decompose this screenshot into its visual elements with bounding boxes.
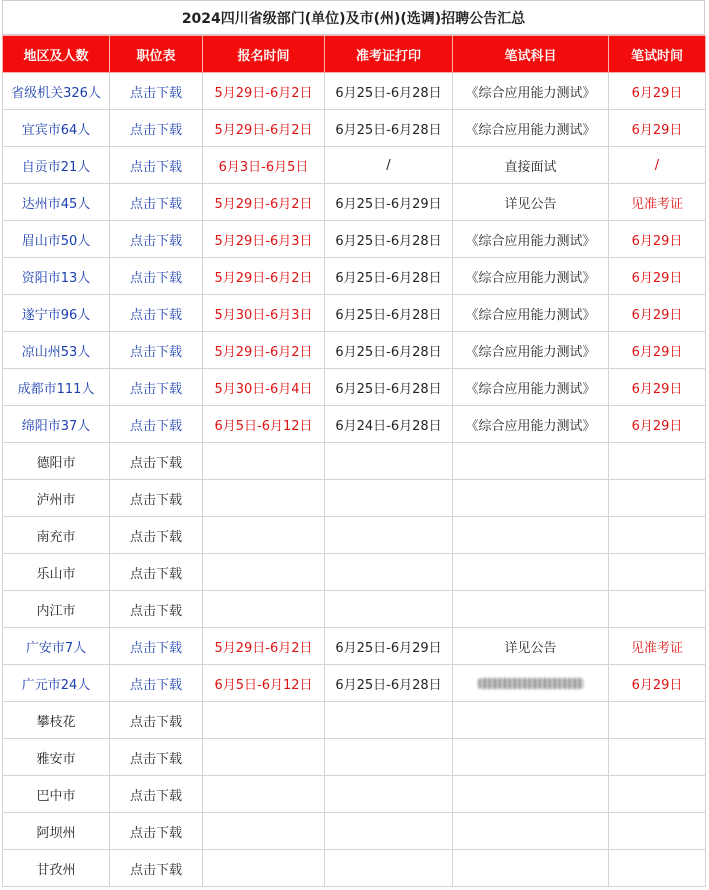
exam-time-cell — [609, 850, 706, 887]
signup-time-cell — [203, 850, 325, 887]
header-region: 地区及人数 — [3, 36, 110, 73]
download-link[interactable]: 点击下载 — [110, 406, 203, 443]
exam-subject-cell — [453, 443, 609, 480]
table-row — [3, 591, 706, 628]
signup-time-cell: 5月30日-6月4日 — [203, 369, 325, 406]
exam-subject-cell — [453, 850, 609, 887]
exam-time-cell — [609, 480, 706, 517]
admission-print-cell — [325, 443, 453, 480]
signup-time-cell: 6月5日-6月12日 — [203, 665, 325, 702]
exam-time-cell — [609, 554, 706, 591]
table-row — [3, 480, 706, 517]
header-exam-time: 笔试时间 — [609, 36, 706, 73]
region-cell[interactable]: 广元市24人 — [3, 665, 110, 702]
exam-subject-cell: 《综合应用能力测试》 — [453, 295, 609, 332]
region-cell[interactable]: 广安市7人 — [3, 628, 110, 665]
region-cell[interactable]: 自贡市21人 — [3, 147, 110, 184]
admission-print-cell — [325, 813, 453, 850]
exam-subject-cell — [453, 739, 609, 776]
table-row — [3, 110, 706, 147]
download-link[interactable]: 点击下载 — [110, 184, 203, 221]
signup-time-cell: 5月29日-6月2日 — [203, 332, 325, 369]
download-link[interactable]: 点击下载 — [110, 480, 203, 517]
exam-time-cell — [609, 813, 706, 850]
region-cell: 阿坝州 — [3, 813, 110, 850]
exam-time-cell: / — [609, 147, 706, 184]
download-link[interactable]: 点击下载 — [110, 295, 203, 332]
exam-time-cell: 6月29日 — [609, 221, 706, 258]
download-link[interactable]: 点击下载 — [110, 665, 203, 702]
admission-print-cell: 6月25日-6月28日 — [325, 258, 453, 295]
exam-subject-cell — [453, 517, 609, 554]
table-row — [3, 184, 706, 221]
exam-subject-cell — [453, 702, 609, 739]
region-cell: 乐山市 — [3, 554, 110, 591]
signup-time-cell: 5月29日-6月2日 — [203, 73, 325, 110]
signup-time-cell — [203, 443, 325, 480]
table-row — [3, 73, 706, 110]
exam-time-cell — [609, 443, 706, 480]
table-row — [3, 443, 706, 480]
region-cell: 甘孜州 — [3, 850, 110, 887]
table-row — [3, 776, 706, 813]
signup-time-cell: 5月29日-6月2日 — [203, 184, 325, 221]
region-cell[interactable]: 眉山市50人 — [3, 221, 110, 258]
admission-print-cell — [325, 739, 453, 776]
exam-subject-cell — [453, 776, 609, 813]
table-row — [3, 147, 706, 184]
signup-time-cell: 5月29日-6月3日 — [203, 221, 325, 258]
exam-time-cell: 6月29日 — [609, 332, 706, 369]
exam-time-cell — [609, 739, 706, 776]
download-link[interactable]: 点击下载 — [110, 369, 203, 406]
admission-print-cell — [325, 850, 453, 887]
download-link[interactable]: 点击下载 — [110, 147, 203, 184]
table-row — [3, 517, 706, 554]
exam-subject-cell: 《综合应用能力测试》 — [453, 221, 609, 258]
admission-print-cell — [325, 776, 453, 813]
signup-time-cell: 5月29日-6月2日 — [203, 628, 325, 665]
header-position-list: 职位表 — [110, 36, 203, 73]
region-cell[interactable]: 遂宁市96人 — [3, 295, 110, 332]
region-cell: 德阳市 — [3, 443, 110, 480]
exam-time-cell — [609, 776, 706, 813]
blurred-subject-text — [478, 678, 584, 689]
region-cell[interactable]: 宜宾市64人 — [3, 110, 110, 147]
download-link[interactable]: 点击下载 — [110, 110, 203, 147]
admission-print-cell — [325, 591, 453, 628]
exam-time-cell: 6月29日 — [609, 73, 706, 110]
table-row — [3, 554, 706, 591]
region-cell[interactable]: 达州市45人 — [3, 184, 110, 221]
exam-subject-cell: 详见公告 — [453, 184, 609, 221]
download-link[interactable]: 点击下载 — [110, 702, 203, 739]
exam-time-cell: 见准考证 — [609, 628, 706, 665]
admission-print-cell: 6月25日-6月28日 — [325, 332, 453, 369]
exam-time-cell — [609, 591, 706, 628]
table-row — [3, 295, 706, 332]
table-header-row — [3, 36, 706, 73]
region-cell[interactable]: 凉山州53人 — [3, 332, 110, 369]
region-cell: 巴中市 — [3, 776, 110, 813]
exam-time-cell: 见准考证 — [609, 184, 706, 221]
signup-time-cell: 5月30日-6月3日 — [203, 295, 325, 332]
table-row — [3, 221, 706, 258]
download-link[interactable]: 点击下载 — [110, 776, 203, 813]
download-link[interactable]: 点击下载 — [110, 628, 203, 665]
table-row — [3, 628, 706, 665]
download-link[interactable]: 点击下载 — [110, 258, 203, 295]
exam-subject-cell — [453, 554, 609, 591]
table-row — [3, 665, 706, 702]
signup-time-cell — [203, 739, 325, 776]
signup-time-cell — [203, 591, 325, 628]
region-cell[interactable]: 省级机关326人 — [3, 73, 110, 110]
admission-print-cell — [325, 517, 453, 554]
exam-time-cell — [609, 702, 706, 739]
exam-time-cell: 6月29日 — [609, 665, 706, 702]
admission-print-cell: 6月24日-6月28日 — [325, 406, 453, 443]
download-link[interactable]: 点击下载 — [110, 739, 203, 776]
signup-time-cell: 6月5日-6月12日 — [203, 406, 325, 443]
region-cell: 泸州市 — [3, 480, 110, 517]
admission-print-cell: 6月25日-6月28日 — [325, 73, 453, 110]
exam-subject-cell — [453, 665, 609, 702]
admission-print-cell — [325, 702, 453, 739]
admission-print-cell — [325, 480, 453, 517]
table-row — [3, 702, 706, 739]
exam-subject-cell: 《综合应用能力测试》 — [453, 73, 609, 110]
table-row — [3, 332, 706, 369]
table-row — [3, 850, 706, 887]
recruitment-table — [2, 35, 706, 887]
exam-time-cell: 6月29日 — [609, 295, 706, 332]
region-cell[interactable]: 成都市111人 — [3, 369, 110, 406]
exam-subject-cell: 《综合应用能力测试》 — [453, 332, 609, 369]
exam-time-cell: 6月29日 — [609, 258, 706, 295]
signup-time-cell: 5月29日-6月2日 — [203, 110, 325, 147]
signup-time-cell: 5月29日-6月2日 — [203, 258, 325, 295]
table-row — [3, 739, 706, 776]
exam-time-cell: 6月29日 — [609, 406, 706, 443]
admission-print-cell: 6月25日-6月29日 — [325, 628, 453, 665]
table-row — [3, 406, 706, 443]
table-row — [3, 369, 706, 406]
exam-subject-cell — [453, 813, 609, 850]
region-cell: 雅安市 — [3, 739, 110, 776]
admission-print-cell: 6月25日-6月28日 — [325, 110, 453, 147]
download-link[interactable]: 点击下载 — [110, 221, 203, 258]
exam-subject-cell — [453, 591, 609, 628]
header-admission-print: 准考证打印 — [325, 36, 453, 73]
admission-print-cell: 6月25日-6月28日 — [325, 221, 453, 258]
exam-subject-cell: 《综合应用能力测试》 — [453, 369, 609, 406]
table-row — [3, 813, 706, 850]
signup-time-cell — [203, 517, 325, 554]
signup-time-cell — [203, 702, 325, 739]
signup-time-cell — [203, 776, 325, 813]
page-title: 2024四川省级部门(单位)及市(州)(选调)招聘公告汇总 — [2, 0, 705, 35]
exam-subject-cell: 详见公告 — [453, 628, 609, 665]
download-link[interactable]: 点击下载 — [110, 813, 203, 850]
exam-time-cell: 6月29日 — [609, 369, 706, 406]
signup-time-cell: 6月3日-6月5日 — [203, 147, 325, 184]
exam-subject-cell: 直接面试 — [453, 147, 609, 184]
download-link[interactable]: 点击下载 — [110, 73, 203, 110]
region-cell: 南充市 — [3, 517, 110, 554]
exam-time-cell: 6月29日 — [609, 110, 706, 147]
download-link[interactable]: 点击下载 — [110, 554, 203, 591]
region-cell[interactable]: 资阳市13人 — [3, 258, 110, 295]
header-signup-time: 报名时间 — [203, 36, 325, 73]
exam-time-cell — [609, 517, 706, 554]
admission-print-cell — [325, 554, 453, 591]
download-link[interactable]: 点击下载 — [110, 443, 203, 480]
signup-time-cell — [203, 813, 325, 850]
admission-print-cell: / — [325, 147, 453, 184]
header-exam-subject: 笔试科目 — [453, 36, 609, 73]
admission-print-cell: 6月25日-6月28日 — [325, 665, 453, 702]
signup-time-cell — [203, 554, 325, 591]
exam-subject-cell — [453, 480, 609, 517]
download-link[interactable]: 点击下载 — [110, 591, 203, 628]
region-cell: 内江市 — [3, 591, 110, 628]
signup-time-cell — [203, 480, 325, 517]
download-link[interactable]: 点击下载 — [110, 332, 203, 369]
admission-print-cell: 6月25日-6月28日 — [325, 369, 453, 406]
exam-subject-cell: 《综合应用能力测试》 — [453, 110, 609, 147]
exam-subject-cell: 《综合应用能力测试》 — [453, 258, 609, 295]
admission-print-cell: 6月25日-6月28日 — [325, 295, 453, 332]
region-cell: 攀枝花 — [3, 702, 110, 739]
download-link[interactable]: 点击下载 — [110, 850, 203, 887]
download-link[interactable]: 点击下载 — [110, 517, 203, 554]
table-row — [3, 258, 706, 295]
admission-print-cell: 6月25日-6月29日 — [325, 184, 453, 221]
region-cell[interactable]: 绵阳市37人 — [3, 406, 110, 443]
exam-subject-cell: 《综合应用能力测试》 — [453, 406, 609, 443]
